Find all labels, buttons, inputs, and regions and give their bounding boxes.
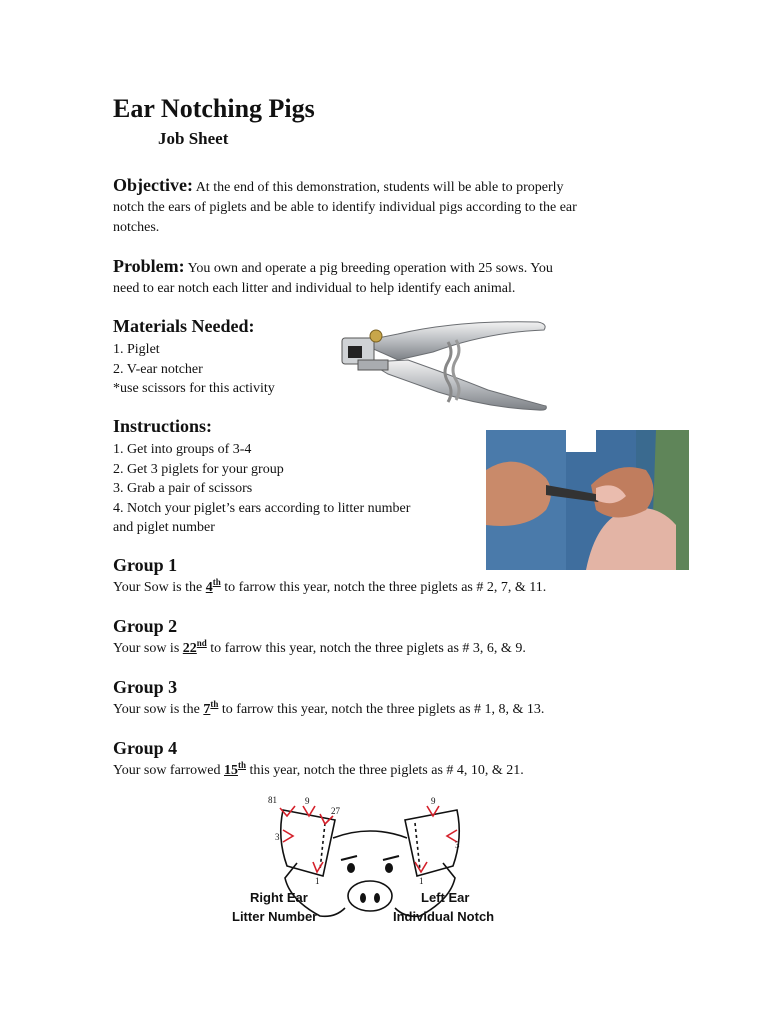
group-4-text: Your sow farrowed 15th this year, notch the three piglets as # 4, 10, & 21. [113, 760, 524, 778]
list-item: 3. Grab a pair of scissors [113, 481, 253, 496]
group-2-text: Your sow is 22nd to farrow this year, notch the three piglets as # 3, 6, & 9. [113, 638, 526, 656]
group-3-heading: Group 3 [113, 677, 178, 697]
list-item: 1. Get into groups of 3-4 [113, 442, 252, 457]
problem-heading: Problem: [113, 256, 185, 276]
notch-label-1-right: 1 [315, 876, 320, 886]
litter-number-label: Litter Number [232, 909, 318, 924]
materials-heading: Materials Needed: [113, 316, 255, 336]
group-1-heading: Group 1 [113, 555, 178, 575]
objective-text-2: notch the ears of piglets and be able to identify individual pigs according to the ear [113, 200, 577, 215]
group-1-text: Your Sow is the 4th to farrow this year, notch the three piglets as # 2, 7, & 11. [113, 577, 547, 595]
instructions-list [113, 440, 410, 538]
group-2-heading: Group 2 [113, 616, 178, 636]
left-ear-label: Left Ear [421, 890, 470, 905]
list-item: 1. Piglet [113, 342, 160, 357]
ear-notch-diagram [225, 788, 525, 938]
group-4-heading: Group 4 [113, 738, 178, 758]
notching-photo [486, 430, 689, 570]
notch-label-3-left: 3 [455, 840, 460, 850]
objective-text-1: At the end of this demonstration, students will be able to properly [192, 180, 564, 195]
ear-notcher-image [338, 312, 550, 412]
problem-section [113, 256, 673, 299]
list-item: *use scissors for this activity [113, 381, 275, 396]
instructions-heading: Instructions: [113, 416, 213, 436]
problem-text-1: You own and operate a pig breeding operation with 25 sows. You [184, 261, 553, 276]
right-ear-label: Right Ear [250, 890, 308, 905]
notch-label-81: 81 [268, 795, 277, 805]
page-title: Ear Notching Pigs [113, 94, 315, 123]
individual-notch-label: Individual Notch [393, 909, 495, 924]
notch-label-27: 27 [331, 806, 340, 816]
page-subtitle: Job Sheet [158, 129, 229, 148]
notch-label-3-right: 3 [275, 832, 280, 842]
objective-section [113, 175, 673, 238]
notch-label-9-left: 9 [431, 796, 436, 806]
group-3-text: Your sow is the 7th to farrow this year, notch the three piglets as # 1, 8, & 13. [113, 699, 545, 717]
objective-text-3: notches. [113, 220, 160, 235]
problem-text-2: need to ear notch each litter and individual to help identify each animal. [113, 281, 516, 296]
materials-list [113, 340, 275, 399]
objective-heading: Objective: [113, 175, 193, 195]
list-item: 4. Notch your piglet’s ears according to litter number [113, 500, 411, 516]
notch-label-9-right: 9 [305, 796, 310, 806]
notch-label-1-left: 1 [419, 876, 424, 886]
list-item: and piglet number [113, 520, 215, 535]
list-item: 2. V-ear notcher [113, 361, 203, 377]
list-item: 2. Get 3 piglets for your group [113, 461, 284, 477]
